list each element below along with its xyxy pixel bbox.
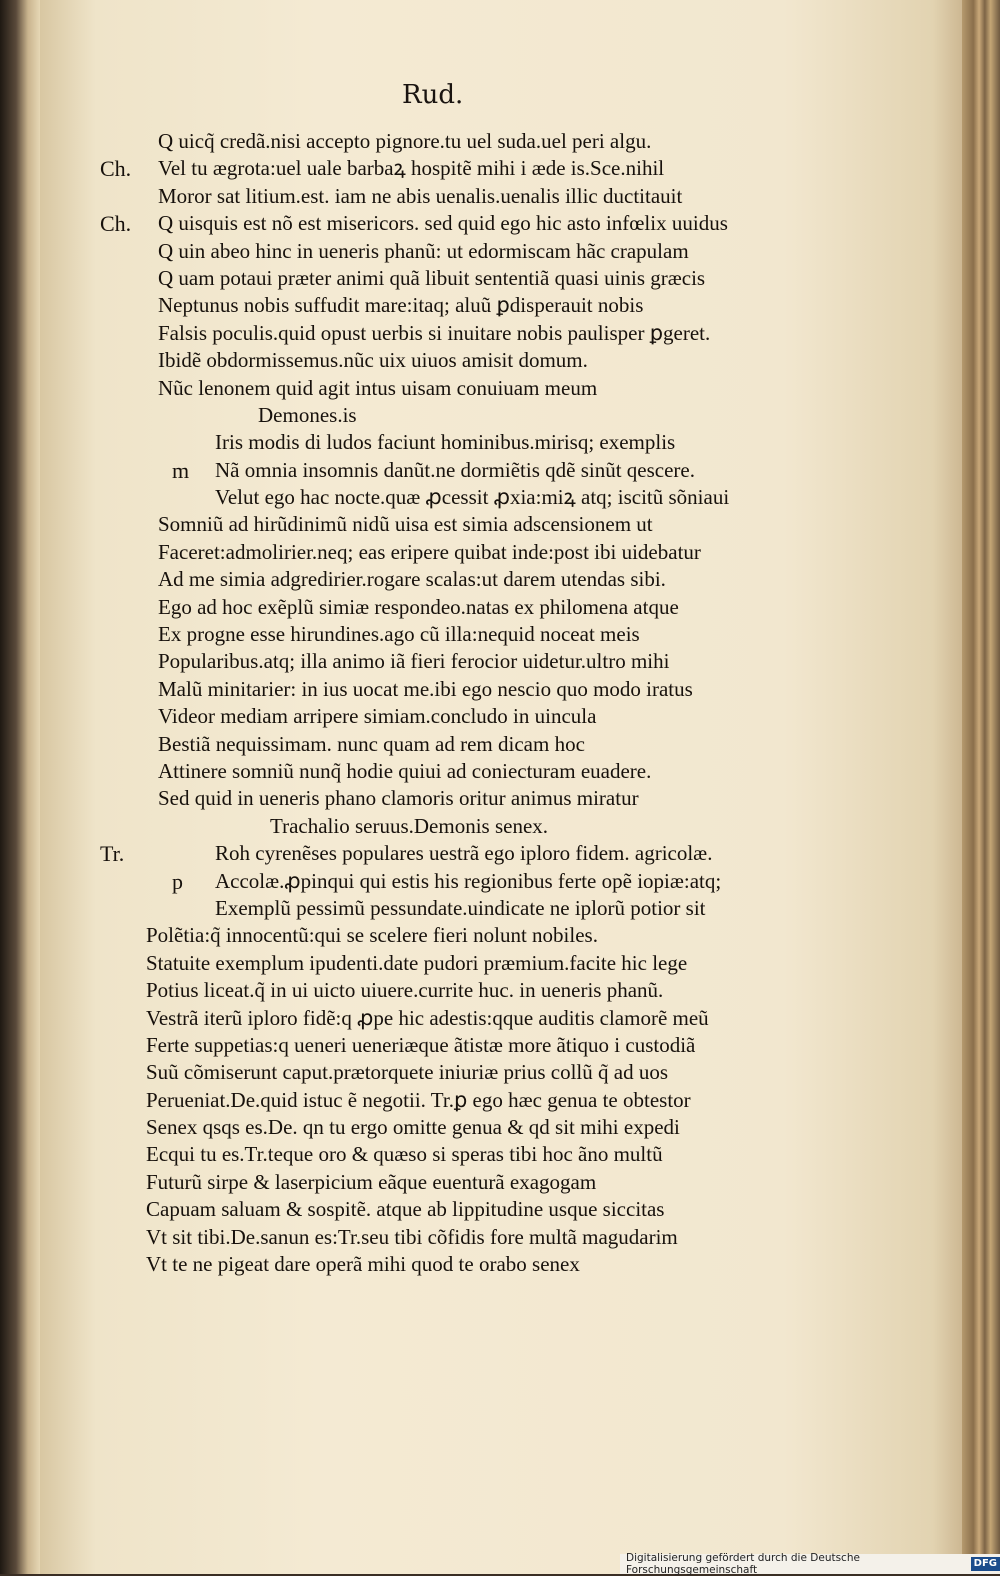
- verse-text: Moror sat litium.est. iam ne abis uenalis.uenalis illic ductitauit: [158, 183, 683, 208]
- verse-text: Somniũ ad hirũdinimũ nidũ uisa est simia adscensionem ut: [158, 512, 653, 537]
- verse-text: Polẽtia:q̃ innocentũ:qui se scelere fieri nolunt nobiles.: [146, 923, 598, 948]
- verse-text: Ad me simia adgredirier.rogare scalas:ut darem utendas sibi.: [158, 567, 666, 592]
- verse-text: Vel tu ægrota:uel uale barbaꝝ hospitẽ mihi i æde is.Sce.nihil: [158, 156, 665, 181]
- verse-line: [100, 238, 800, 265]
- verse-text: Trachalio seruus.Demonis senex.: [270, 813, 549, 838]
- verse-text: Attinere somniũ nunq̃ hodie quiui ad coniecturam euadere.: [158, 758, 652, 783]
- verse-text: Ibidẽ obdormissemus.nũc uix uiuos amisit domum.: [158, 348, 588, 373]
- verse-line: [100, 648, 800, 675]
- verse-text: Faceret:admolirier.neq; eas eripere quibat inde:post ibi uidebatur: [158, 539, 701, 564]
- verse-line: [100, 1032, 800, 1059]
- verse-text: Sed quid in ueneris phano clamoris oritur animus miratur: [158, 786, 639, 811]
- verse-line: [100, 1005, 800, 1032]
- verse-text: Popularibus.atq; illa animo iã fieri ferocior uidetur.ultro mihi: [158, 649, 670, 674]
- verse-text: Iris modis di ludos faciunt hominibus.mirisq; exemplis: [215, 430, 676, 455]
- verse-text: Malũ minitarier: in ius uocat me.ibi ego nescio quo modo iratus: [158, 676, 693, 701]
- verse-line: [100, 594, 800, 621]
- verse-text: Nũc lenonem quid agit intus uisam conuiuam meum: [158, 375, 598, 400]
- verse-line: [100, 429, 800, 456]
- verse-text: Nã omnia insomnis danũt.ne dormiẽtis qdẽ sinũt qescere.: [215, 457, 695, 482]
- verse-line: [100, 1169, 800, 1196]
- verse-line: [100, 375, 800, 402]
- speaker-label: Tr.: [100, 841, 125, 867]
- verse-line: [100, 457, 800, 484]
- verse-line: [100, 566, 800, 593]
- speaker-label: Ch.: [100, 211, 132, 237]
- verse-text: Senex qsqs es.De. qn tu ergo omitte genua & qd sit mihi expedi: [146, 1115, 680, 1140]
- verse-text: Q uisquis est nõ est misericors. sed quid ego hic asto infœlix uuidus: [158, 211, 728, 236]
- verse-line: [100, 265, 800, 292]
- verse-line: [100, 868, 800, 895]
- guide-letter: p: [172, 868, 183, 894]
- verse-line: [100, 1087, 800, 1114]
- footer-credit-text: Digitalisierung gefördert durch die Deutsche Forschungsgemeinschaft: [626, 1552, 860, 1576]
- verse-text: Capuam saluam & sospitẽ. atque ab lippitudine usque siccitas: [146, 1197, 665, 1222]
- verse-text: Statuite exemplum ipudenti.date pudori præmium.facite hic lege: [146, 950, 688, 975]
- verse-line: [100, 539, 800, 566]
- dfg-logo: DFG: [971, 1557, 1000, 1571]
- verse-line: [100, 347, 800, 374]
- verse-line: [100, 1251, 800, 1278]
- verse-line: [100, 1141, 800, 1168]
- verse-text: Q uin abeo hinc in ueneris phanũ: ut edormiscam hãc crapulam: [158, 238, 689, 263]
- verse-line: [100, 950, 800, 977]
- verse-line: [100, 813, 800, 840]
- verse-text: Ecqui tu es.Tr.teque oro & quæso si speras tibi hoc ãno multũ: [146, 1142, 663, 1167]
- verse-line: [100, 703, 800, 730]
- verse-line: [100, 895, 800, 922]
- verse-line: [100, 758, 800, 785]
- verse-line: [100, 320, 800, 347]
- verse-line: [100, 731, 800, 758]
- verse-text: Neptunus nobis suffudit mare:itaq; aluũ ꝑdisperauit nobis: [158, 293, 644, 318]
- verse-line: [100, 155, 800, 182]
- verse-line: [100, 402, 800, 429]
- verse-text: Velut ego hac nocte.quæ ꝓcessit ꝓxia:miꝝ atq; iscitũ sõniaui: [215, 485, 730, 510]
- right-page-edge: [962, 0, 1000, 1574]
- verse-text: Ego ad hoc exẽplũ simiæ respondeo.natas ex philomena atque: [158, 594, 679, 619]
- verse-line: [100, 1196, 800, 1223]
- speaker-label: Ch.: [100, 156, 132, 182]
- verse-line: [100, 1224, 800, 1251]
- verse-line: [100, 621, 800, 648]
- verse-line: [100, 1114, 800, 1141]
- verse-text: Futurũ sirpe & laserpicium eãque euenturã exagogam: [146, 1169, 597, 1194]
- verse-text: Exemplũ pessimũ pessundate.uindicate ne iplorũ potior sit: [215, 895, 706, 920]
- verse-line: [100, 511, 800, 538]
- verse-text: Perueniat.De.quid istuc ẽ negotii. Tr.ꝑ ego hæc genua te obtestor: [146, 1087, 691, 1112]
- verse-text: Accolæ.ꝓpinqui qui estis his regionibus ferte opẽ iopiæ:atq;: [215, 868, 722, 893]
- verse-line: [100, 840, 800, 867]
- verse-text: Bestiã nequissimam. nunc quam ad rem dicam hoc: [158, 731, 585, 756]
- left-page-edge: [0, 0, 40, 1574]
- running-head: Rud.: [402, 80, 464, 110]
- verse-text: Ex progne esse hirundines.ago cũ illa:nequid noceat meis: [158, 622, 640, 647]
- verse-line: [100, 128, 800, 155]
- verse-text-block: [100, 128, 800, 1278]
- footer-credit: [620, 1554, 1000, 1574]
- verse-line: [100, 1059, 800, 1086]
- verse-text: Q uicq̃ credã.nisi accepto pignore.tu uel suda.uel peri algu.: [158, 129, 652, 153]
- verse-line: [100, 785, 800, 812]
- verse-line: [100, 484, 800, 511]
- verse-text: Demones.is: [258, 402, 357, 427]
- verse-text: Vt te ne pigeat dare operã mihi quod te orabo senex: [146, 1252, 580, 1277]
- verse-line: [100, 292, 800, 319]
- verse-line: [100, 922, 800, 949]
- verse-text: Q uam potaui præter animi quã libuit sententiã quasi uinis græcis: [158, 265, 706, 290]
- verse-text: Vestrã iterũ iploro fidẽ:q ꝓpe hic adestis:qque auditis clamorẽ meũ: [146, 1005, 709, 1030]
- verse-text: Ferte suppetias:q ueneri ueneriæque ãtistæ more ãtiquo i custodiã: [146, 1032, 696, 1057]
- verse-text: Falsis poculis.quid opust uerbis si inuitare nobis paulisper ꝑgeret.: [158, 320, 711, 345]
- verse-text: Suũ cõmiserunt caput.prætorquete iniuriæ prius collũ q̃ ad uos: [146, 1060, 669, 1085]
- verse-line: [100, 977, 800, 1004]
- verse-text: Vt sit tibi.De.sanun es:Tr.seu tibi cõfidis fore multã magudarim: [146, 1224, 678, 1249]
- verse-text: Potius liceat.q̃ in ui uicto uiuere.currite huc. in ueneris phanũ.: [146, 978, 664, 1003]
- verse-line: [100, 183, 800, 210]
- verse-text: Roh cyrenẽses populares uestrã ego iploro fidem. agricolæ.: [215, 841, 713, 866]
- verse-line: [100, 676, 800, 703]
- guide-letter: m: [172, 457, 190, 483]
- verse-line: [100, 210, 800, 237]
- verse-text: Videor mediam arripere simiam.concludo in uincula: [158, 704, 597, 729]
